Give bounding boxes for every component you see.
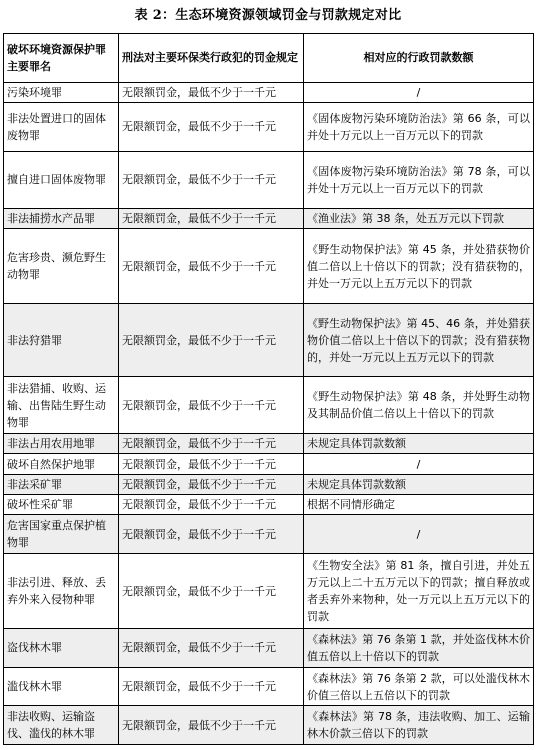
fine-cell: 无限额罚金，最低不少于一千元 xyxy=(119,554,304,629)
crime-cell: 非法收购、运输盗伐、滥伐的林木罪 xyxy=(4,706,119,745)
crime-cell: 危害国家重点保护植物罪 xyxy=(4,515,119,554)
header-row xyxy=(4,34,534,83)
fine-cell: 无限额罚金，最低不少于一千元 xyxy=(119,474,304,494)
table-row xyxy=(4,706,534,745)
crime-cell: 擅自进口固体废物罪 xyxy=(4,151,119,208)
fine-cell: 无限额罚金，最低不少于一千元 xyxy=(119,229,304,304)
admin-fine-cell: 《森林法》第 76 条第 1 款，并处盗伐林木价值五倍以上十倍以下的罚款 xyxy=(304,629,534,668)
admin-fine-cell: 未规定具体罚款数额 xyxy=(304,474,534,494)
crime-cell: 非法捕捞水产品罪 xyxy=(4,208,119,228)
crime-cell: 危害珍贵、濒危野生动物罪 xyxy=(4,229,119,304)
table-row xyxy=(4,474,534,494)
table-row xyxy=(4,515,534,554)
admin-fine-cell: / xyxy=(304,82,534,102)
fine-cell: 无限额罚金，最低不少于一千元 xyxy=(119,495,304,515)
fine-cell: 无限额罚金，最低不少于一千元 xyxy=(119,208,304,228)
fine-cell: 无限额罚金，最低不少于一千元 xyxy=(119,103,304,152)
crime-cell: 非法猎捕、收购、运输、出售陆生野生动物罪 xyxy=(4,377,119,434)
fine-cell: 无限额罚金，最低不少于一千元 xyxy=(119,515,304,554)
admin-fine-cell: 《生物安全法》第 81 条，擅自引进，并处五万元以上二十五万元以下的罚款；擅自释放或者丢弃外来物种，处一万元以上五万元以下的罚款 xyxy=(304,554,534,629)
table-row xyxy=(4,377,534,434)
table-row xyxy=(4,495,534,515)
header-crime: 破坏环境资源保护罪主要罪名 xyxy=(4,34,119,83)
table-caption: 表 2：生态环境资源领域罚金与罚款规定对比 xyxy=(134,8,402,23)
crime-cell: 非法占用农用地罪 xyxy=(4,434,119,454)
admin-fine-cell: 《野生动物保护法》第 45、46 条，并处猎获物价值二倍以上十倍以下的罚款；没有猎获物的，并处一万元以上五万元以下的罚款 xyxy=(304,304,534,377)
crime-cell: 非法处置进口的固体废物罪 xyxy=(4,103,119,152)
admin-fine-cell: / xyxy=(304,515,534,554)
penalty-comparison-table xyxy=(3,33,534,745)
table-row xyxy=(4,82,534,102)
table-row xyxy=(4,629,534,668)
admin-fine-cell: 《野生动物保护法》第 48 条，并处野生动物及其制品价值二倍以上十倍以下的罚款 xyxy=(304,377,534,434)
admin-fine-cell: 《野生动物保护法》第 45 条，并处猎获物价值二倍以上十倍以下的罚款；没有猎获物的，并处一万元以上五万元以下的罚款 xyxy=(304,229,534,304)
admin-fine-cell: 《渔业法》第 38 条，处五万元以下罚款 xyxy=(304,208,534,228)
table-row xyxy=(4,229,534,304)
crime-cell: 非法采矿罪 xyxy=(4,474,119,494)
admin-fine-cell: 《固体废物污染环境防治法》第 66 条，可以并处十万元以上一百万元以下的罚款 xyxy=(304,103,534,152)
admin-fine-cell: 《森林法》第 78 条，违法收购、加工、运输林木价款三倍以下的罚款 xyxy=(304,706,534,745)
table-row xyxy=(4,554,534,629)
fine-cell: 无限额罚金，最低不少于一千元 xyxy=(119,454,304,474)
crime-cell: 破坏自然保护地罪 xyxy=(4,454,119,474)
table-row xyxy=(4,434,534,454)
admin-fine-cell: 《固体废物污染环境防治法》第 78 条，可以并处十万元以上一百万元以下的罚款 xyxy=(304,151,534,208)
crime-cell: 污染环境罪 xyxy=(4,82,119,102)
fine-cell: 无限额罚金，最低不少于一千元 xyxy=(119,82,304,102)
admin-fine-cell: / xyxy=(304,454,534,474)
table-row xyxy=(4,208,534,228)
table-row xyxy=(4,103,534,152)
header-admin-fine: 相对应的行政罚款数额 xyxy=(304,34,534,83)
crime-cell: 非法狩猎罪 xyxy=(4,304,119,377)
fine-cell: 无限额罚金，最低不少于一千元 xyxy=(119,304,304,377)
fine-cell: 无限额罚金，最低不少于一千元 xyxy=(119,629,304,668)
header-criminal-fine: 刑法对主要环保类行政犯的罚金规定 xyxy=(119,34,304,83)
admin-fine-cell: 未规定具体罚款数额 xyxy=(304,434,534,454)
crime-cell: 盗伐林木罪 xyxy=(4,629,119,668)
crime-cell: 非法引进、释放、丢弃外来入侵物种罪 xyxy=(4,554,119,629)
fine-cell: 无限额罚金，最低不少于一千元 xyxy=(119,151,304,208)
fine-cell: 无限额罚金，最低不少于一千元 xyxy=(119,434,304,454)
admin-fine-cell: 《森林法》第 76 条第 2 款，可以处滥伐林木价值三倍以上五倍以下的罚款 xyxy=(304,667,534,706)
table-row xyxy=(4,304,534,377)
admin-fine-cell: 根据不同情形确定 xyxy=(304,495,534,515)
table-row xyxy=(4,151,534,208)
table-row xyxy=(4,667,534,706)
table-row xyxy=(4,454,534,474)
fine-cell: 无限额罚金，最低不少于一千元 xyxy=(119,706,304,745)
crime-cell: 滥伐林木罪 xyxy=(4,667,119,706)
fine-cell: 无限额罚金，最低不少于一千元 xyxy=(119,377,304,434)
fine-cell: 无限额罚金，最低不少于一千元 xyxy=(119,667,304,706)
crime-cell: 破坏性采矿罪 xyxy=(4,495,119,515)
